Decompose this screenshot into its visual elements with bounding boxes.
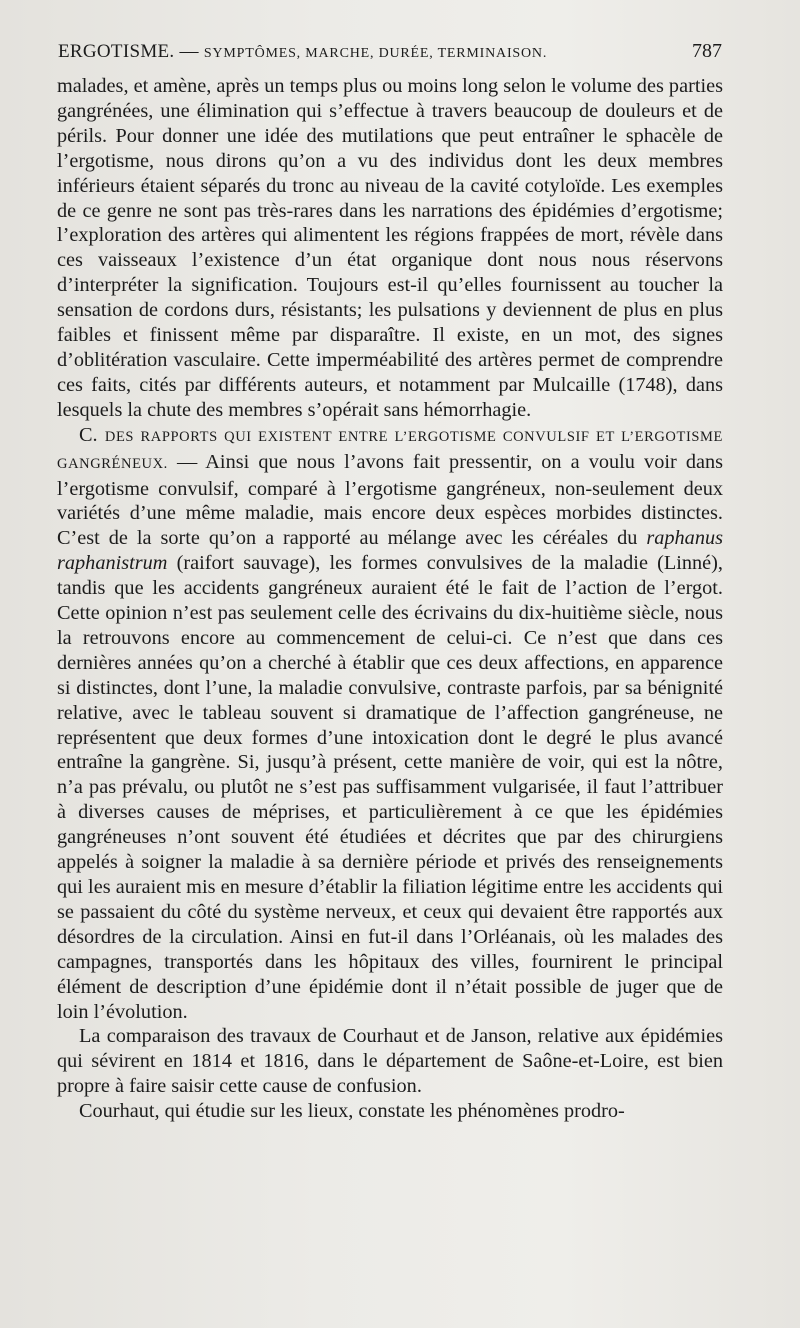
- section-text-part2: (raifort sauvage), les formes convulsives de la maladie (Linné), tandis que les accidents gangréneux auraient été le fait de l’action de l’ergot. Cette opinion n’est pas seulement celle des écrivains du dix-huitième siècle, nous la retrouvons encore au commencement de celui-ci. Ce n’est que dans ces dernières années qu’on a cherché à établir que ces deux affections, en apparence si distinctes, dont l’une, la maladie convulsive, contraste parfois, par sa bénignité relative, avec le tableau souvent si dramatique de l’affection gangréneuse, ne représentent que deux formes d’une intoxication dont le degré le plus avancé entraîne la gangrène. Si, jusqu’à présent, cette manière de voir, qui est la nôtre, n’a pas prévalu, ou plutôt ne s’est pas suffisamment vulgarisée, il faut l’attribuer à diverses causes de méprises, et particulièrement à ce que les épidémies gangréneuses n’ont souvent été étudiées et décrites que par des chirurgiens appelés à soigner la maladie à sa dernière période et privés des renseignements qui les auraient mis en mesure d’établir la filiation légitime entre les accidents qui se passaient du côté du système nerveux, et ceux qui devaient être rapportés aux désordres de la circulation. Ainsi en fut-il dans l’Orléanais, où les malades des campagnes, transportés dans les hôpitaux des villes, fournirent le principal élément de description d’une épidémie dont il n’était possible de juger que de loin l’évolution.: [57, 552, 723, 1023]
- paragraph-section-c: [57, 423, 723, 1025]
- page-number: 787: [692, 40, 722, 62]
- section-heading: DES RAPPORTS QUI EXISTENT ENTRE L’ERGOTISME CONVULSIF ET L’ERGOTISME GANGRÉNEUX.: [57, 428, 723, 472]
- paragraph-comparison: La comparaison des travaux de Courhaut et de Janson, relative aux épidémies qui sévirent en 1814 et 1816, dans le département de Saône-et-Loire, est bien propre à faire saisir cette cause de confusion.: [57, 1025, 723, 1098]
- body-text: [57, 74, 723, 1124]
- title-dash: —: [174, 41, 204, 62]
- section-text-part1: — Ainsi que nous l’avons fait pressentir, on a voulu voir dans l’ergotisme convulsif, comparé à l’ergotisme gangréneux, non-seulement deux variétés d’une même maladie, mais encore deux espèces morbides distinctes. C’est de la sorte qu’on a rapporté au mélange avec les céréales du: [57, 450, 723, 550]
- section-label: C.: [79, 423, 98, 446]
- paragraph-continuation: malades, et amène, après un temps plus ou moins long selon le volume des parties gangrénées, une élimination qui s’effectue à travers beaucoup de douleurs et de périls. Pour donner une idée des mutilations que peut entraîner le sphacèle de l’ergotisme, nous dirons qu’on a vu des individus dont les deux membres inférieurs étaient séparés du tronc au niveau de la cavité cotyloïde. Les exemples de ce genre ne sont pas très-rares dans les narrations des épidémies d’ergotisme; l’exploration des artères qui alimentent les régions frappées de mort, révèle dans ces vaisseaux l’existence d’un état organique dont nous nous réservons d’interpréter la signification. Toujours est-il qu’elles fournissent au toucher la sensation de cordons durs, résistants; les pulsations y deviennent de plus en plus faibles et finissent même par disparaître. Il existe, en un mot, des signes d’oblitération vasculaire. Cette imperméabilité des artères permet de comprendre ces faits, cités par différents auteurs, et notamment par Mulcaille (1748), dans lesquels la chute des membres s’opérait sans hémorrhagie.: [57, 75, 723, 421]
- running-header: [58, 40, 722, 63]
- latin-plant-name: raphanus raphanistrum: [57, 527, 723, 575]
- running-title: [58, 41, 547, 63]
- paragraph-courhaut: Courhaut, qui étudie sur les lieux, constate les phénomènes prodro-: [79, 1100, 625, 1123]
- chapter-title: ERGOTISME.: [58, 41, 175, 62]
- section-subtitle: SYMPTÔMES, MARCHE, DURÉE, TERMINAISON.: [203, 46, 548, 61]
